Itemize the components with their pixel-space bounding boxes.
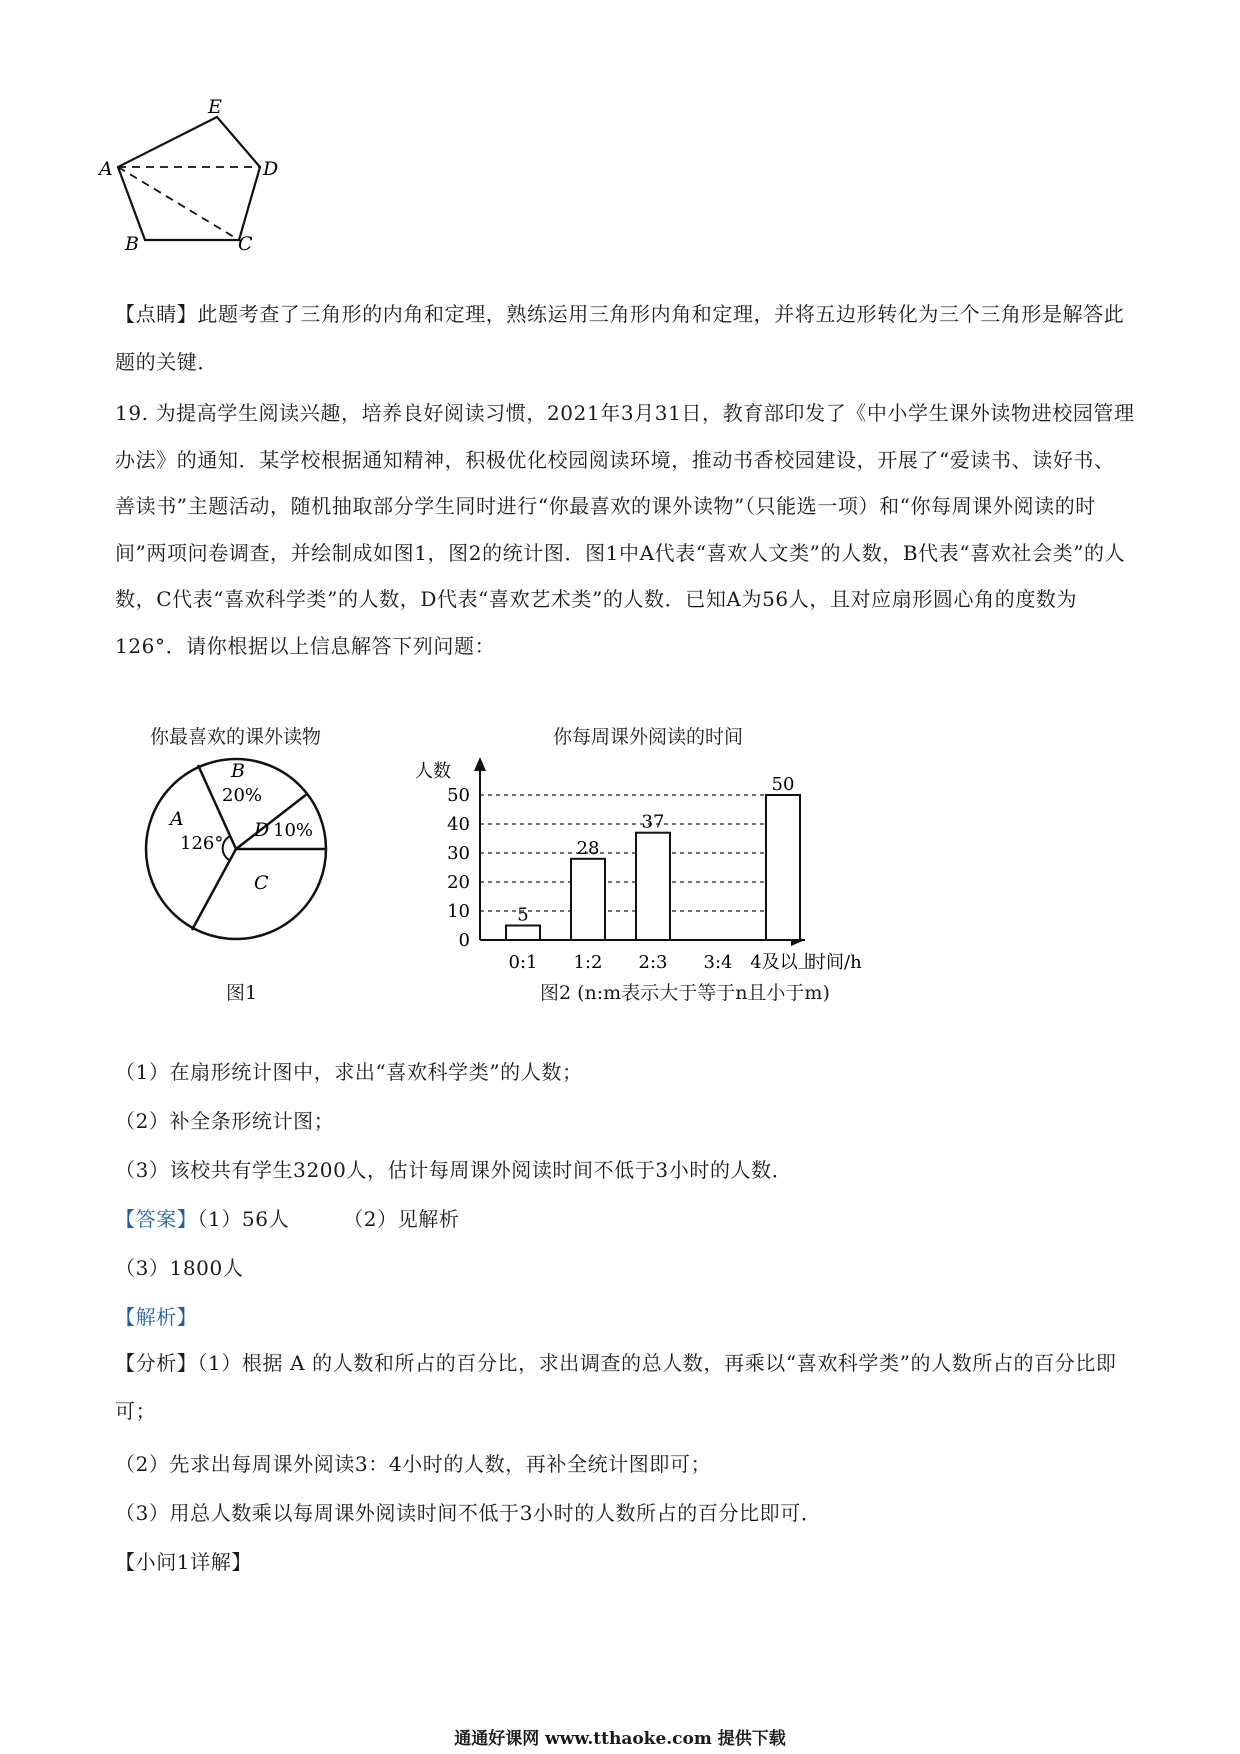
x-tick-label-2: 2:3 <box>638 952 668 973</box>
vertex-label-d: D <box>263 158 279 180</box>
pie-value-d: 10% <box>273 820 314 841</box>
question-1: （1）在扇形统计图中，求出“喜欢科学类”的人数； <box>115 1060 583 1084</box>
pentagon-outline <box>118 117 260 240</box>
x-axis-label: 时间/h <box>808 952 862 973</box>
answer-part-2: （2）见解析 <box>343 1207 460 1231</box>
y-tick-label-40: 40 <box>447 814 470 835</box>
y-tick-label-20: 20 <box>447 872 470 893</box>
angle-arc-a <box>223 836 230 860</box>
pie-label-d: D <box>254 819 270 841</box>
pie-divider-ca <box>192 849 236 930</box>
vertex-label-e: E <box>208 96 222 118</box>
pie-chart <box>130 745 350 960</box>
pie-label-a: A <box>170 808 184 830</box>
y-tick-label-0: 0 <box>458 930 470 951</box>
sub-question-1-heading: 【小问1详解】 <box>115 1550 252 1574</box>
footer-text: 通通好课网 www.tthaoke.com 提供下载 <box>454 1729 786 1749</box>
figure-1-caption: 图1 <box>226 982 258 1004</box>
pie-value-b: 20% <box>222 785 263 806</box>
y-tick-label-10: 10 <box>447 901 470 922</box>
bar-data-label-4: 50 <box>771 774 795 795</box>
bar-0 <box>506 926 540 941</box>
y-tick-label-50: 50 <box>447 785 470 806</box>
pie-label-c: C <box>254 872 269 894</box>
bar-chart <box>410 755 970 985</box>
fenxi-tag: 【分析】 <box>115 1351 198 1375</box>
bar-data-label-0: 5 <box>517 904 529 926</box>
x-tick-label-3: 3:4 <box>703 952 733 973</box>
analysis-step-3: （3）用总人数乘以每周课外阅读时间不低于3小时的人数所占的百分比即可． <box>115 1501 822 1525</box>
problem-19-text: 19. 为提高学生阅读兴趣，培养良好阅读习惯，2021年3月31日，教育部印发了《中小学生课外读物进校园管理办法》的通知．某学校根据通知精神，积极优化校园阅读环境，推动书香校园建设，开展了“爱读书、读好书、善读书”主题活动，随机抽取部分学生同时进行“你最喜欢的课外读物”（只能选一项）和“你每周课外阅读的时间”两项问卷调查，并绘制成如图1，图2的统计图．图1中A代表“喜欢人文类”的人数，B代表“喜欢社会类”的人数，C代表“喜欢科学类”的人数，D代表“喜欢艺术类”的人数．已知A为56人，且对应扇形圆心角的度数为126°．请你根据以上信息解答下列问题： <box>115 401 1135 658</box>
pie-value-a: 126° <box>180 833 224 854</box>
x-tick-label-0: 0:1 <box>508 952 538 973</box>
bar-data-label-1: 28 <box>576 837 600 859</box>
figure-2-caption: 图2 (n:m表示大于等于n且小于m) <box>540 982 830 1004</box>
pentagon-figure <box>99 95 325 285</box>
bar-1 <box>571 859 605 940</box>
answer-tag: 【答案】 <box>115 1207 198 1231</box>
vertex-label-c: C <box>238 233 253 255</box>
answer-line <box>115 1204 460 1234</box>
question-3: （3）该校共有学生3200人，估计每周课外阅读时间不低于3小时的人数． <box>115 1158 793 1182</box>
answer-part-3: （3）1800人 <box>115 1256 244 1280</box>
analysis-step-2: （2）先求出每周课外阅读3：4小时的人数，再补全统计图即可； <box>115 1452 712 1476</box>
bar-4 <box>766 795 800 940</box>
question-2: （2）补全条形统计图； <box>115 1109 335 1133</box>
pie-label-b: B <box>231 760 245 782</box>
answer-part-1: （1）56人 <box>197 1207 290 1231</box>
bar-2 <box>636 833 670 940</box>
y-tick-label-30: 30 <box>447 843 470 864</box>
x-tick-label-1: 1:2 <box>573 952 603 973</box>
x-tick-label-4: 4及以上 <box>750 952 816 973</box>
vertex-label-a: A <box>99 158 113 180</box>
dashed-line-ac <box>118 167 239 240</box>
bar-data-label-2: 37 <box>641 811 665 833</box>
dianjing-paragraph <box>115 290 1135 386</box>
vertex-label-b: B <box>125 233 139 255</box>
dianjing-tag: 【点睛】 <box>115 302 198 326</box>
fenxi-paragraph <box>115 1339 1135 1435</box>
analysis-tag: 【解析】 <box>115 1305 198 1329</box>
y-axis-arrow <box>474 757 486 771</box>
pie-chart-title: 你最喜欢的课外读物 <box>150 726 322 748</box>
bar-chart-title: 你每周课外阅读的时间 <box>553 726 744 748</box>
dianjing-text: 此题考查了三角形的内角和定理，熟练运用三角形内角和定理，并将五边形转化为三个三角形是解答此题的关键． <box>115 302 1125 374</box>
y-axis-label: 人数 <box>415 761 451 782</box>
fenxi-text: （1）根据 A 的人数和所占的百分比，求出调查的总人数，再乘以“喜欢科学类”的人数所占的百分比即可； <box>115 1351 1117 1423</box>
